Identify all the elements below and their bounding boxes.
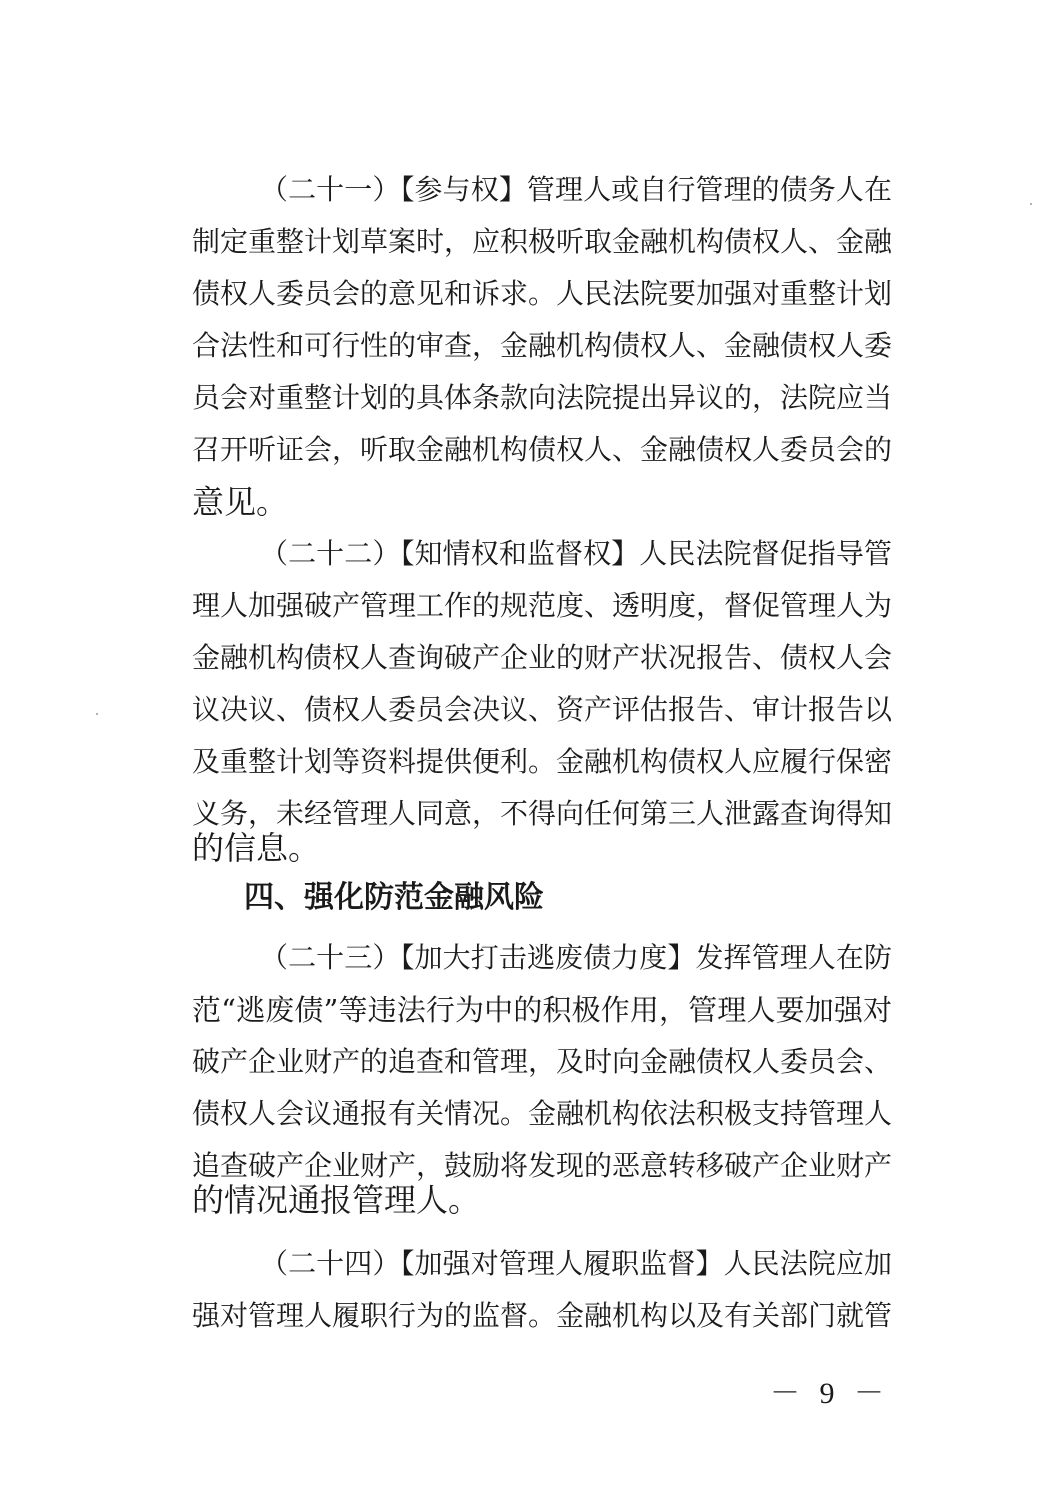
paragraph-line: 的情况通报管理人。: [192, 1181, 481, 1219]
paragraph-line: （二十一）【参与权】管理人或自行管理的债务人在: [260, 173, 892, 206]
paragraph-line: 合法性和可行性的审查，金融机构债权人、金融债权人委: [192, 329, 892, 362]
paragraph-line: 追查破产企业财产，鼓励将发现的恶意转移破产企业财产: [192, 1149, 892, 1182]
paragraph-line: 强对管理人履职行为的监督。金融机构以及有关部门就管: [192, 1299, 892, 1332]
paragraph-line: 意见。: [192, 483, 289, 521]
paragraph-line: 议决议、债权人委员会决议、资产评估报告、审计报告以: [192, 693, 892, 726]
paragraph-line: 及重整计划等资料提供便利。金融机构债权人应履行保密: [192, 745, 892, 778]
paragraph-line: 债权人委员会的意见和诉求。人民法院要加强对重整计划: [192, 277, 892, 310]
paragraph-line: 召开听证会，听取金融机构债权人、金融债权人委员会的: [192, 433, 892, 466]
page-number: － 9 －: [770, 1377, 890, 1410]
paragraph-line: 制定重整计划草案时，应积极听取金融机构债权人、金融: [192, 225, 892, 258]
paragraph-line: 的信息。: [192, 829, 321, 867]
paragraph-line: 金融机构债权人查询破产企业的财产状况报告、债权人会: [192, 641, 892, 674]
paragraph-line: （二十三）【加大打击逃废债力度】发挥管理人在防: [260, 941, 892, 974]
paragraph-line: 员会对重整计划的具体条款向法院提出异议的，法院应当: [192, 381, 892, 414]
paragraph-line: （二十二）【知情权和监督权】人民法院督促指导管: [260, 537, 892, 570]
paragraph-line: 义务，未经管理人同意，不得向任何第三人泄露查询得知: [192, 797, 892, 830]
paragraph-line: 债权人会议通报有关情况。金融机构依法积极支持管理人: [192, 1097, 892, 1130]
section-heading: 四、强化防范金融风险: [244, 880, 544, 915]
paragraph-line: 理人加强破产管理工作的规范度、透明度，督促管理人为: [192, 589, 892, 622]
scan-speck: [96, 713, 98, 715]
scan-speck: [1030, 203, 1032, 205]
paragraph-line: 范“逃废债”等违法行为中的积极作用，管理人要加强对: [192, 993, 892, 1027]
paragraph-line: 破产企业财产的追查和管理，及时向金融债权人委员会、: [192, 1045, 892, 1078]
paragraph-line: （二十四）【加强对管理人履职监督】人民法院应加: [260, 1247, 892, 1280]
